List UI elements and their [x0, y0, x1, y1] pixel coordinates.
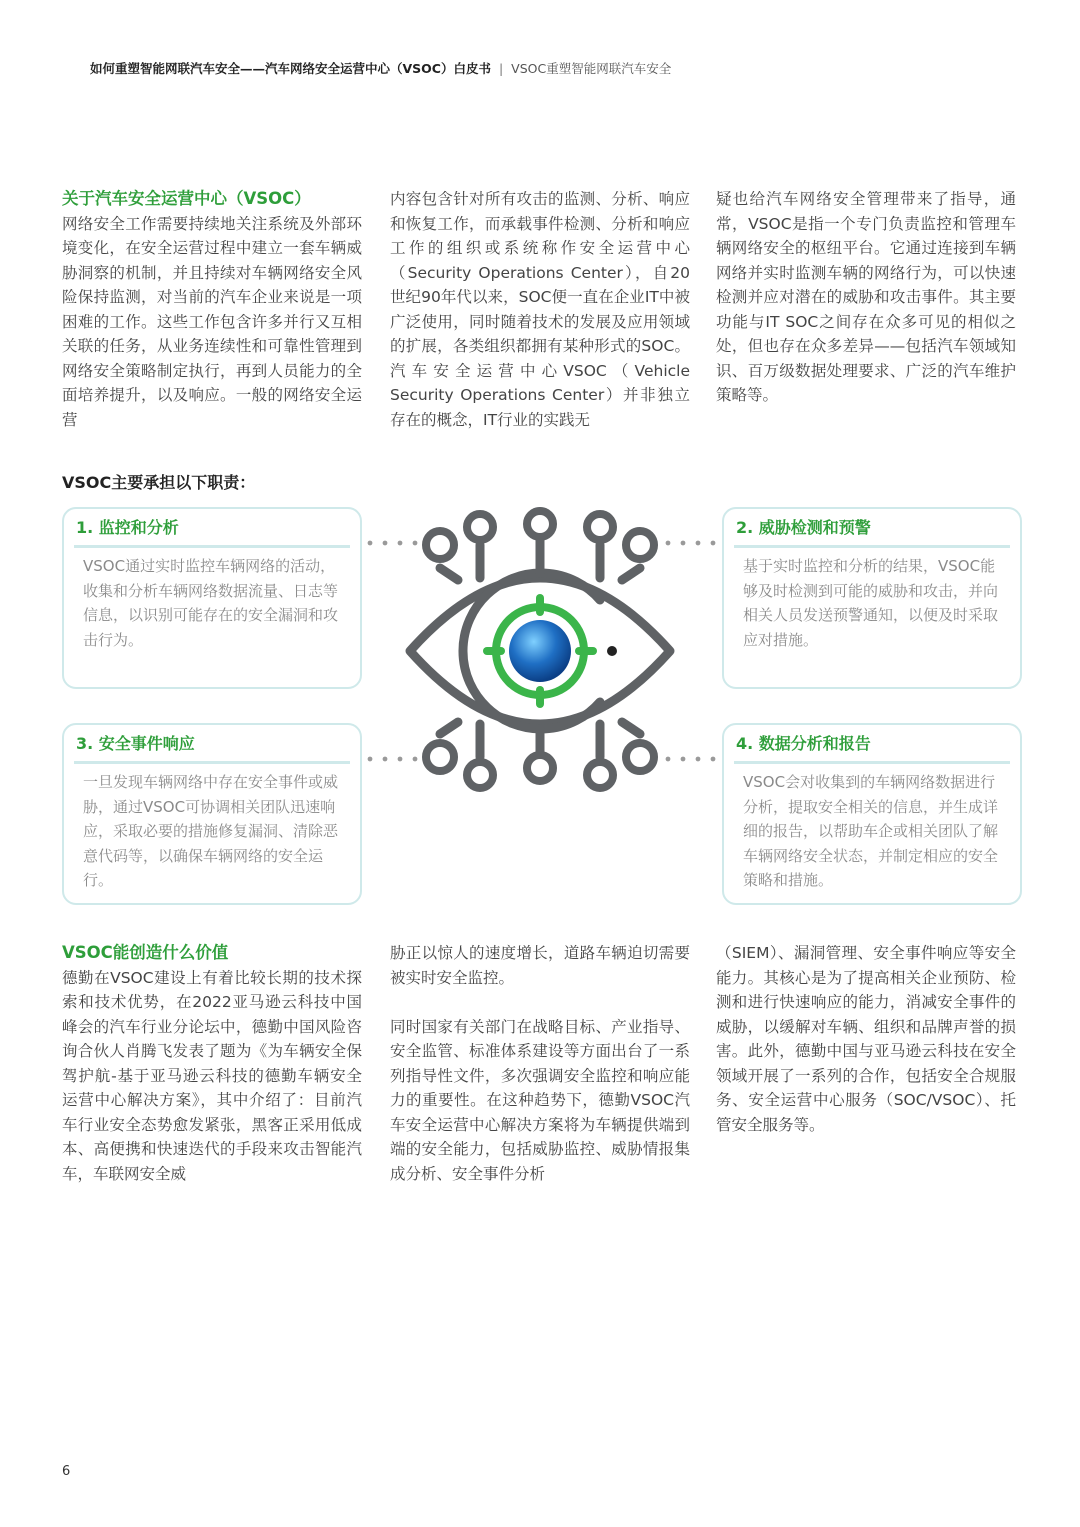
section2-heading: VSOC能创造什么价值 [62, 943, 229, 962]
section1-col2-text: 内容包含针对所有攻击的监测、分析、响应和恢复工作，而承载事件检测、分析和响应工作的组织或系统称作安全运营中心（Security Operations Center），自20世纪90年代以来，SOC便一直在企业IT中被广泛使用，同时随着技术的发展及应用领域的扩展，各类组织都拥有某种形式的SOC。汽车安全运营中心VSOC（Vehicle Security Operations Center）并非独立存在的概念，IT行业的实践无 [390, 190, 690, 429]
section2-column-2 [390, 941, 690, 1186]
section2-col3-text: （SIEM）、漏洞管理、安全事件响应等安全能力。其核心是为了提高相关企业预防、检测和进行快速响应的能力，消减安全事件的威胁，以缓解对车辆、组织和品牌声誉的损害。此外，德勤中国与亚马逊云科技在安全领域开展了一系列的合作，包括安全合规服务、安全运营中心服务（SOC/VSOC）、托管安全服务等。 [716, 944, 1016, 1134]
duty-card-title: 3. 安全事件响应 [76, 734, 195, 753]
page-number: 6 [62, 1464, 71, 1479]
duty-card-title: 4. 数据分析和报告 [736, 734, 871, 753]
duty-card-body: 一旦发现车辆网络中存在安全事件或威胁，通过VSOC可协调相关团队迅速响应，采取必要的措施修复漏洞、清除恶意代码等，以确保车辆网络的安全运行。 [83, 773, 339, 889]
header-title: 如何重塑智能网联汽车安全——汽车网络安全运营中心（VSOC）白皮书 [90, 61, 491, 76]
section2-col2a-text: 胁正以惊人的速度增长，道路车辆迫切需要被实时安全监控。 [390, 944, 690, 987]
duty-card-title: 1. 监控和分析 [76, 518, 179, 537]
section1-col1-text: 网络安全工作需要持续地关注系统及外部环境变化，在安全运营过程中建立一套车辆威胁洞察的机制，并且持续对车辆网络安全风险保持监测，对当前的汽车企业来说是一项困难的工作。这些工作包含许多并行又互相关联的任务，从业务连续性和可靠性管理到网络安全策略制定执行，再到人员能力的全面培养提升，以及响应。一般的网络安全运营 [62, 214, 362, 429]
section2-col1-text: 德勤在VSOC建设上有着比较长期的技术探索和技术优势，在2022亚马逊云科技中国峰会的汽车行业分论坛中，德勤中国风险咨询合伙人肖腾飞发表了题为《为车辆安全保驾护航-基于亚马逊云科技的德勤车辆安全运营中心解决方案》，其中介绍了：目前汽车行业安全态势愈发紧张，黑客正采用低成本、高便携和快速迭代的手段来攻击智能汽车，车联网安全威 [62, 968, 362, 1183]
section2-col2b-text: 同时国家有关部门在战略目标、产业指导、安全监管、标准体系建设等方面出台了一系列指导性文件，多次强调安全监控和响应能力的重要性。在这种趋势下，德勤VSOC汽车安全运营中心解决方案将为车辆提供端到端的安全能力，包括威胁监控、威胁情报集成分析、安全事件分析 [390, 1017, 690, 1183]
duty-card-body: 基于实时监控和分析的结果，VSOC能够及时检测到可能的威胁和攻击，并向相关人员发送预警通知，以便及时采取应对措施。 [743, 557, 999, 649]
header-separator: | [498, 61, 504, 76]
section2-column-3 [716, 941, 1016, 1137]
duty-card-body: VSOC会对收集到的车辆网络数据进行分析，提取安全相关的信息，并生成详细的报告，以帮助车企或相关团队了解车辆网络安全状态，并制定相应的安全策略和措施。 [743, 773, 999, 889]
duty-card-body: VSOC通过实时监控车辆网络的活动，收集和分析车辆网络数据流量、日志等信息，以识别可能存在的安全漏洞和攻击行为。 [83, 557, 339, 649]
section1-col3-text: 疑也给汽车网络安全管理带来了指导，通常，VSOC是指一个专门负责监控和管理车辆网络安全的枢纽平台。它通过连接到车辆网络并实时监测车辆的网络行为，可以快速检测并应对潜在的威胁和攻击事件。其主要功能与IT SOC之间存在众多可见的相似之处，但也存在众多差异——包括汽车领域知识、百万级数据处理要求、广泛的汽车维护策略等。 [716, 190, 1016, 404]
section2-column-1 [62, 941, 362, 1186]
duty-card-title: 2. 威胁检测和预警 [736, 518, 871, 537]
duties-title: VSOC主要承担以下职责： [62, 473, 256, 492]
header-subtitle: VSOC重塑智能网联汽车安全 [511, 61, 672, 76]
section1-heading: 关于汽车安全运营中心（VSOC） [62, 189, 311, 208]
target-globe-icon [487, 598, 593, 704]
